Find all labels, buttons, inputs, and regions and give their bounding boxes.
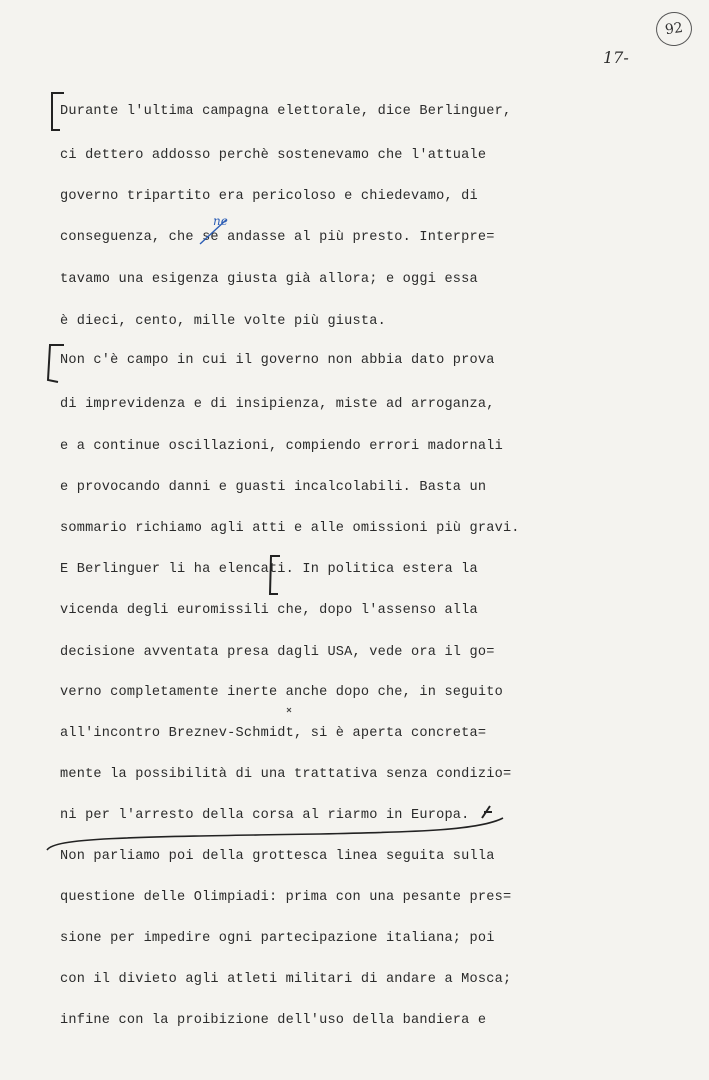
text-line: e provocando danni e guasti incalcolabili. Basta un xyxy=(60,480,487,495)
text-line: di imprevidenza e di insipienza, miste ad arroganza, xyxy=(60,397,495,412)
handwritten-insertion: ne xyxy=(213,214,228,228)
text-line: E Berlinguer li ha elencati. In politica estera la xyxy=(60,562,478,577)
text-line: ni per l'arresto della corsa al riarmo in Europa. xyxy=(60,808,470,823)
correction-mark xyxy=(482,806,492,818)
text-line: governo tripartito era pericoloso e chiedevamo, di xyxy=(60,189,478,204)
paragraph-bracket-2 xyxy=(48,345,64,382)
text-line: vicenda degli euromissili che, dopo l'assenso alla xyxy=(60,603,478,618)
archive-stamp: 92 xyxy=(654,10,694,49)
text-line: sommario richiamo agli atti e alle omissioni più gravi. xyxy=(60,521,520,536)
text-line: ci dettero addosso perchè sostenevamo che l'attuale xyxy=(60,148,487,163)
paragraph-bracket-1 xyxy=(52,93,64,130)
text-line: decisione avventata presa dagli USA, vede ora il go= xyxy=(60,645,495,660)
text-line: questione delle Olimpiadi: prima con una pesante pres= xyxy=(60,890,512,905)
page-number: 17- xyxy=(603,48,629,67)
insertion-caret xyxy=(200,220,226,244)
text-line: tavamo una esigenza giusta già allora; e oggi essa xyxy=(60,272,478,287)
text-line: Non c'è campo in cui il governo non abbia dato prova xyxy=(60,353,495,368)
text-line: è dieci, cento, mille volte più giusta. xyxy=(60,314,386,329)
text-line: infine con la proibizione dell'uso della bandiera e xyxy=(60,1013,487,1028)
paragraph-bracket-3 xyxy=(270,556,280,594)
text-line: verno completamente inerte anche dopo che, in seguito xyxy=(60,685,503,700)
text-line: Non parliamo poi della grottesca linea seguita sulla xyxy=(60,849,495,864)
small-tick xyxy=(287,708,291,712)
text-line: conseguenza, che se andasse al più presto. Interpre= xyxy=(60,230,495,245)
text-line: con il divieto agli atleti militari di andare a Mosca; xyxy=(60,972,512,987)
text-line: sione per impedire ogni partecipazione italiana; poi xyxy=(60,931,495,946)
text-line: e a continue oscillazioni, compiendo errori madornali xyxy=(60,439,503,454)
text-line: all'incontro Breznev-Schmidt, si è aperta concreta= xyxy=(60,726,487,741)
text-line: mente la possibilità di una trattativa senza condizio= xyxy=(60,767,512,782)
text-line: Durante l'ultima campagna elettorale, dice Berlinguer, xyxy=(60,104,512,119)
paragraph-link-arc xyxy=(47,818,503,850)
